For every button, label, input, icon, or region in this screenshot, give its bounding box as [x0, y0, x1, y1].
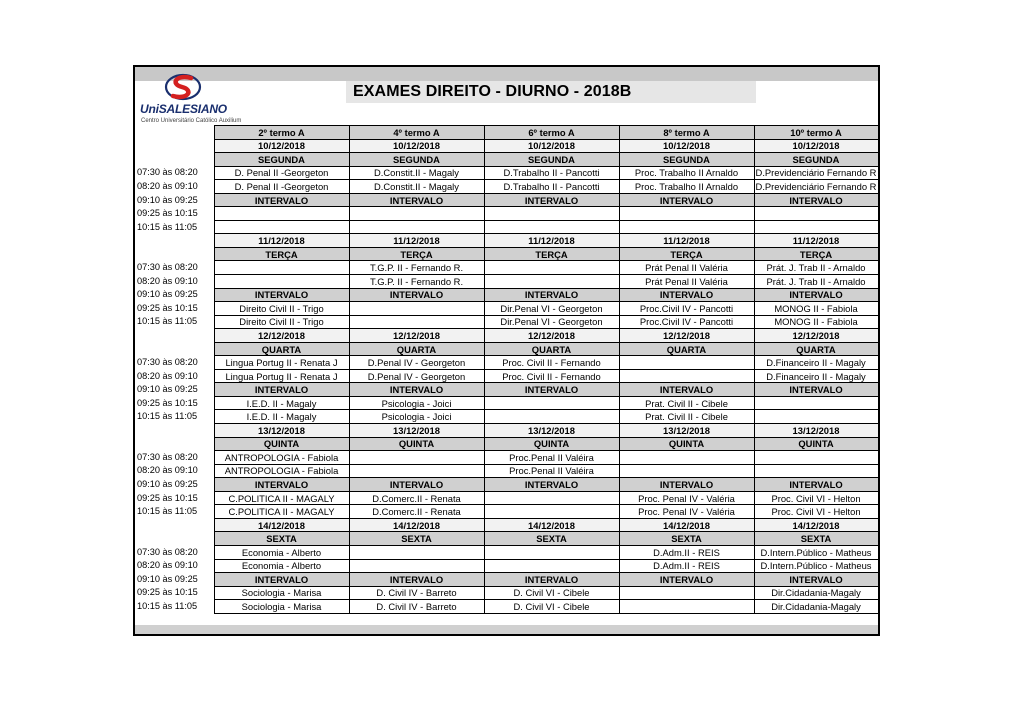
exam-schedule-sheet [133, 65, 880, 636]
schedule-cell [349, 451, 484, 465]
schedule-cell: TERÇA [484, 247, 619, 261]
schedule-cell: 11/12/2018 [484, 234, 619, 248]
schedule-row [135, 559, 878, 573]
time-slot-label: 09:25 às 10:15 [137, 587, 198, 598]
schedule-cell [619, 451, 754, 465]
time-slot-label: 08:20 às 09:10 [137, 370, 198, 381]
schedule-cell [349, 220, 484, 234]
schedule-cell [484, 275, 619, 289]
schedule-cell: SEGUNDA [484, 153, 619, 167]
time-slot-label: 08:20 às 09:10 [137, 180, 198, 191]
time-slot-label [135, 342, 214, 356]
schedule-cell: D.Adm.II - REIS [619, 545, 754, 559]
schedule-cell: I.E.D. II - Magaly [214, 410, 349, 424]
schedule-cell [349, 464, 484, 478]
time-slot-label: 08:20 às 09:10 [137, 465, 198, 476]
schedule-cell [349, 302, 484, 316]
schedule-cell: D. Civil IV - Barreto [349, 600, 484, 614]
schedule-row [135, 126, 878, 140]
time-slot-label: 09:25 às 10:15 [137, 208, 198, 219]
time-slot-label [135, 247, 214, 261]
schedule-cell: Psicologia - Joici [349, 410, 484, 424]
schedule-cell: TERÇA [754, 247, 878, 261]
schedule-cell: Dir.Cidadania-Magaly [754, 600, 878, 614]
time-slot-label: 08:20 às 09:10 [137, 275, 198, 286]
logo-brand-text: UniSALESIANO [140, 102, 227, 116]
schedule-cell: QUINTA [754, 437, 878, 451]
schedule-cell: Dir.Cidadania-Magaly [754, 586, 878, 600]
schedule-cell: 10/12/2018 [619, 139, 754, 153]
schedule-cell: 11/12/2018 [619, 234, 754, 248]
time-slot-label: 09:10 às 09:25 [137, 289, 198, 300]
time-slot-label: 09:10 às 09:25 [137, 478, 198, 489]
time-slot-label: 09:10 às 09:25 [137, 573, 198, 584]
schedule-cell: D.Financeiro II - Magaly [754, 369, 878, 383]
schedule-cell: Psicologia - Joici [349, 396, 484, 410]
schedule-cell [214, 275, 349, 289]
schedule-cell [349, 559, 484, 573]
time-slot-label: 09:10 às 09:25 [137, 194, 198, 205]
schedule-table-body [135, 126, 878, 614]
schedule-row [135, 586, 878, 600]
schedule-cell: INTERVALO [214, 288, 349, 302]
schedule-cell: 10/12/2018 [349, 139, 484, 153]
schedule-cell: MONOG II - Fabiola [754, 315, 878, 329]
schedule-cell: 12/12/2018 [619, 329, 754, 343]
schedule-cell: C.POLITICA II - MAGALY [214, 505, 349, 519]
schedule-cell: Proc.Civil IV - Pancotti [619, 315, 754, 329]
time-slot-label [135, 437, 214, 451]
schedule-cell: QUINTA [484, 437, 619, 451]
time-slot-label: 10:15 às 11:05 [137, 600, 198, 611]
schedule-row [135, 424, 878, 438]
time-slot-label [135, 532, 214, 546]
time-slot-label: 07:30 às 08:20 [137, 546, 198, 557]
schedule-cell [484, 410, 619, 424]
schedule-cell: INTERVALO [754, 193, 878, 207]
schedule-table [135, 125, 879, 614]
schedule-cell [619, 464, 754, 478]
schedule-cell [619, 207, 754, 221]
schedule-cell: Proc. Penal IV - Valéria [619, 491, 754, 505]
schedule-cell: Lingua Portug II - Renata J [214, 356, 349, 370]
logo-subtitle: Centro Universitário Católico Auxilium [141, 118, 242, 124]
schedule-cell: ANTROPOLOGIA - Fabiola [214, 451, 349, 465]
schedule-cell: MONOG II - Fabiola [754, 302, 878, 316]
schedule-cell: 14/12/2018 [349, 518, 484, 532]
schedule-cell [619, 369, 754, 383]
schedule-row [135, 396, 878, 410]
schedule-cell: D.Previdenciário Fernando R [755, 180, 877, 192]
schedule-cell: SEGUNDA [349, 153, 484, 167]
schedule-cell: D.Intern.Público - Matheus [754, 545, 878, 559]
schedule-cell [754, 451, 878, 465]
schedule-cell [619, 356, 754, 370]
schedule-row [135, 573, 878, 587]
schedule-cell: D.Trabalho II - Pancotti [484, 180, 619, 194]
schedule-cell: SEGUNDA [754, 153, 878, 167]
schedule-cell: D. Penal II -Georgeton [214, 180, 349, 194]
schedule-cell: INTERVALO [484, 573, 619, 587]
schedule-cell: Prát Penal II Valéria [619, 275, 754, 289]
schedule-cell: Prát. J. Trab II - Arnaldo [754, 275, 878, 289]
schedule-cell: Proc. Civil II - Fernando [484, 356, 619, 370]
schedule-row [135, 275, 878, 289]
schedule-cell: 11/12/2018 [214, 234, 349, 248]
schedule-cell: D. Civil VI - Cibele [484, 600, 619, 614]
schedule-cell: D.Previdenciário Fernando R [755, 167, 877, 179]
schedule-row [135, 153, 878, 167]
schedule-row [135, 234, 878, 248]
time-slot-label: 07:30 às 08:20 [137, 262, 198, 273]
schedule-cell: Proc. Civil VI - Helton [754, 505, 878, 519]
schedule-cell [484, 491, 619, 505]
schedule-cell: I.E.D. II - Magaly [214, 396, 349, 410]
schedule-row [135, 329, 878, 343]
schedule-cell: 10/12/2018 [484, 139, 619, 153]
schedule-cell: SEXTA [754, 532, 878, 546]
schedule-cell: INTERVALO [349, 573, 484, 587]
schedule-row [135, 518, 878, 532]
schedule-cell: T.G.P. II - Fernando R. [349, 275, 484, 289]
time-slot-label: 07:30 às 08:20 [137, 167, 198, 178]
schedule-row [135, 261, 878, 275]
schedule-cell [484, 505, 619, 519]
schedule-cell: 10/12/2018 [214, 139, 349, 153]
schedule-cell: TERÇA [619, 247, 754, 261]
time-slot-label: 09:25 às 10:15 [137, 302, 198, 313]
schedule-row [135, 545, 878, 559]
schedule-cell: D. Penal II -Georgeton [214, 166, 349, 180]
schedule-cell: Proc. Trabalho II Arnaldo [619, 180, 754, 194]
schedule-row [135, 193, 878, 207]
schedule-cell: 13/12/2018 [754, 424, 878, 438]
schedule-cell [349, 545, 484, 559]
schedule-cell: QUARTA [619, 342, 754, 356]
schedule-cell [619, 600, 754, 614]
schedule-cell [619, 220, 754, 234]
schedule-cell: D.Penal IV - Georgeton [349, 369, 484, 383]
bottom-band [135, 625, 878, 634]
time-slot-label: 09:25 às 10:15 [137, 492, 198, 503]
schedule-cell: ANTROPOLOGIA - Fabiola [214, 464, 349, 478]
schedule-cell [754, 464, 878, 478]
schedule-cell: D. Civil VI - Cibele [484, 586, 619, 600]
schedule-cell [349, 315, 484, 329]
schedule-cell: INTERVALO [754, 573, 878, 587]
schedule-cell: 6º termo A [484, 126, 619, 140]
schedule-cell: SEXTA [484, 532, 619, 546]
schedule-cell: 12/12/2018 [484, 329, 619, 343]
schedule-cell: TERÇA [349, 247, 484, 261]
schedule-cell: C.POLITICA II - MAGALY [214, 491, 349, 505]
schedule-cell: 2º termo A [214, 126, 349, 140]
schedule-cell: INTERVALO [214, 383, 349, 397]
schedule-cell: INTERVALO [619, 288, 754, 302]
schedule-cell: 14/12/2018 [754, 518, 878, 532]
time-slot-label: 10:15 às 11:05 [137, 411, 198, 422]
schedule-row [135, 315, 878, 329]
schedule-cell [754, 410, 878, 424]
schedule-cell: D. Civil IV - Barreto [349, 586, 484, 600]
schedule-cell: Prat. Civil II - Cibele [619, 396, 754, 410]
schedule-cell: D.Penal IV - Georgeton [349, 356, 484, 370]
schedule-cell: D.Trabalho II - Pancotti [484, 166, 619, 180]
schedule-row [135, 532, 878, 546]
schedule-row [135, 342, 878, 356]
schedule-cell [214, 207, 349, 221]
schedule-cell: SEXTA [619, 532, 754, 546]
schedule-cell: INTERVALO [754, 478, 878, 492]
schedule-cell [484, 261, 619, 275]
schedule-cell: T.G.P. II - Fernando R. [349, 261, 484, 275]
schedule-row [135, 410, 878, 424]
schedule-cell: D.Adm.II - REIS [619, 559, 754, 573]
schedule-cell: Proc.Civil IV - Pancotti [619, 302, 754, 316]
schedule-cell: 14/12/2018 [484, 518, 619, 532]
schedule-cell: INTERVALO [214, 193, 349, 207]
schedule-cell: Dir.Penal VI - Georgeton [484, 302, 619, 316]
schedule-cell: QUINTA [214, 437, 349, 451]
schedule-cell: Sociologia - Marisa [214, 586, 349, 600]
schedule-cell: QUINTA [349, 437, 484, 451]
schedule-cell: INTERVALO [484, 193, 619, 207]
time-slot-label: 10:15 às 11:05 [137, 506, 198, 517]
schedule-cell: D.Financeiro II - Magaly [754, 356, 878, 370]
schedule-cell: Proc. Trabalho II Arnaldo [619, 166, 754, 180]
schedule-cell: SEXTA [214, 532, 349, 546]
time-slot-label [135, 424, 214, 438]
time-slot-label [135, 126, 214, 140]
schedule-cell: QUARTA [214, 342, 349, 356]
time-slot-label: 09:25 às 10:15 [137, 397, 198, 408]
schedule-cell: 13/12/2018 [484, 424, 619, 438]
schedule-cell: SEGUNDA [619, 153, 754, 167]
schedule-cell: Direito Civil II - Trigo [214, 315, 349, 329]
schedule-row [135, 220, 878, 234]
schedule-row [135, 356, 878, 370]
schedule-cell: INTERVALO [754, 288, 878, 302]
schedule-cell: INTERVALO [619, 573, 754, 587]
schedule-row [135, 247, 878, 261]
schedule-cell: Economia - Alberto [214, 545, 349, 559]
time-slot-label [135, 518, 214, 532]
top-header-band [135, 67, 878, 81]
schedule-row [135, 288, 878, 302]
schedule-cell [484, 207, 619, 221]
schedule-cell: SEGUNDA [214, 153, 349, 167]
schedule-cell: 14/12/2018 [619, 518, 754, 532]
schedule-cell: Direito Civil II - Trigo [214, 302, 349, 316]
schedule-cell: 13/12/2018 [349, 424, 484, 438]
schedule-cell [349, 207, 484, 221]
schedule-cell: 10/12/2018 [754, 139, 878, 153]
schedule-cell: INTERVALO [349, 193, 484, 207]
schedule-row [135, 180, 878, 194]
schedule-row [135, 600, 878, 614]
time-slot-label [135, 153, 214, 167]
schedule-cell: INTERVALO [619, 193, 754, 207]
schedule-cell: 13/12/2018 [619, 424, 754, 438]
schedule-cell: D.Intern.Público - Matheus [754, 559, 878, 573]
schedule-row [135, 478, 878, 492]
schedule-cell: 12/12/2018 [349, 329, 484, 343]
schedule-cell: INTERVALO [214, 478, 349, 492]
schedule-row [135, 491, 878, 505]
schedule-cell: Prat. Civil II - Cibele [619, 410, 754, 424]
schedule-cell [754, 220, 878, 234]
time-slot-label: 08:20 às 09:10 [137, 560, 198, 571]
schedule-row [135, 166, 878, 180]
schedule-row [135, 464, 878, 478]
schedule-row [135, 139, 878, 153]
schedule-cell: INTERVALO [349, 383, 484, 397]
schedule-cell: 12/12/2018 [754, 329, 878, 343]
time-slot-label: 10:15 às 11:05 [137, 221, 198, 232]
time-slot-label: 10:15 às 11:05 [137, 316, 198, 327]
schedule-cell: Dir.Penal VI - Georgeton [484, 315, 619, 329]
schedule-row [135, 207, 878, 221]
schedule-cell: INTERVALO [349, 478, 484, 492]
schedule-cell: SEXTA [349, 532, 484, 546]
schedule-cell: 8º termo A [619, 126, 754, 140]
schedule-cell: Proc. Penal IV - Valéria [619, 505, 754, 519]
time-slot-label: 07:30 às 08:20 [137, 451, 198, 462]
schedule-cell: QUARTA [754, 342, 878, 356]
schedule-cell [754, 396, 878, 410]
time-slot-label [135, 234, 214, 248]
schedule-cell: D.Comerc.II - Renata [349, 491, 484, 505]
time-slot-label [135, 329, 214, 343]
schedule-cell: 13/12/2018 [214, 424, 349, 438]
schedule-cell: QUINTA [619, 437, 754, 451]
schedule-cell: Lingua Portug II - Renata J [214, 369, 349, 383]
schedule-cell [484, 545, 619, 559]
schedule-cell: 11/12/2018 [349, 234, 484, 248]
schedule-cell: 11/12/2018 [754, 234, 878, 248]
logo-swirl-icon [164, 72, 202, 102]
schedule-cell [484, 559, 619, 573]
schedule-cell: INTERVALO [754, 383, 878, 397]
schedule-cell [754, 207, 878, 221]
schedule-cell: Proc.Penal II Valéira [484, 451, 619, 465]
time-slot-label [135, 139, 214, 153]
schedule-cell: Proc. Civil II - Fernando [484, 369, 619, 383]
unisalesiano-logo [138, 72, 242, 130]
schedule-cell: Prát Penal II Valéria [619, 261, 754, 275]
schedule-row [135, 505, 878, 519]
schedule-cell [214, 220, 349, 234]
schedule-cell: QUARTA [484, 342, 619, 356]
schedule-cell: Proc.Penal II Valéira [484, 464, 619, 478]
schedule-cell: D.Constit.II - Magaly [349, 180, 484, 194]
schedule-cell: 10º termo A [754, 126, 878, 140]
schedule-cell: INTERVALO [484, 383, 619, 397]
schedule-cell: Economia - Alberto [214, 559, 349, 573]
schedule-cell [214, 261, 349, 275]
schedule-cell [484, 220, 619, 234]
schedule-cell: TERÇA [214, 247, 349, 261]
schedule-cell: INTERVALO [619, 478, 754, 492]
schedule-row [135, 451, 878, 465]
schedule-cell: 12/12/2018 [214, 329, 349, 343]
schedule-cell: 4º termo A [349, 126, 484, 140]
schedule-cell: INTERVALO [484, 478, 619, 492]
schedule-cell: INTERVALO [214, 573, 349, 587]
schedule-cell: Prát. J. Trab II - Arnaldo [754, 261, 878, 275]
schedule-row [135, 437, 878, 451]
schedule-cell: D.Comerc.II - Renata [349, 505, 484, 519]
schedule-cell: INTERVALO [619, 383, 754, 397]
schedule-cell: INTERVALO [349, 288, 484, 302]
schedule-cell: INTERVALO [484, 288, 619, 302]
schedule-row [135, 383, 878, 397]
schedule-cell: D.Constit.II - Magaly [349, 166, 484, 180]
page-title: EXAMES DIREITO - DIURNO - 2018B [353, 83, 632, 100]
schedule-cell [484, 396, 619, 410]
schedule-row [135, 302, 878, 316]
schedule-cell: Proc. Civil VI - Helton [754, 491, 878, 505]
schedule-cell: QUARTA [349, 342, 484, 356]
schedule-cell: Sociologia - Marisa [214, 600, 349, 614]
time-slot-label: 09:10 às 09:25 [137, 384, 198, 395]
time-slot-label: 07:30 às 08:20 [137, 357, 198, 368]
schedule-cell: 14/12/2018 [214, 518, 349, 532]
schedule-cell [619, 586, 754, 600]
schedule-row [135, 369, 878, 383]
